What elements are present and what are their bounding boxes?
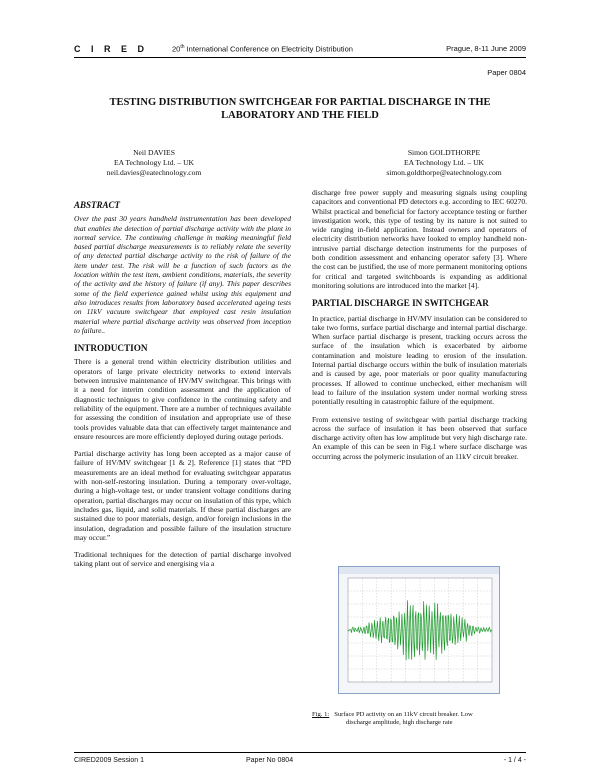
author-1 <box>64 148 244 178</box>
location-date: Prague, 8-11 June 2009 <box>446 44 526 53</box>
caption-line-1 <box>312 711 527 719</box>
title-line-1: TESTING DISTRIBUTION SWITCHGEAR FOR PARTIAL DISCHARGE IN THE <box>109 97 491 108</box>
org-name: C I R E D <box>74 44 149 54</box>
author-2-name: Simon GOLDTHORPE <box>407 148 481 157</box>
footer-session: CIRED2009 Session 1 <box>74 757 145 764</box>
author-2 <box>354 148 534 178</box>
abstract-text: Over the past 30 years handheld instrumentation has been developed that enables the detection of partial discharge activity with the plant in normal service. The continuing challenge in making meaningful field based partial discharge measurements is to reliably relate the severity of any detected partial discharge activity to the risk of failure of the item under test. The risk will be a function of such factors as the location within the test item, ambient conditions, materials, the severity of the activity and the history of failure (if any). This paper describes some of the field experience gained whilst using this equipment and also introduces results from laboratory based accelerated ageing tests on 11kV vacuum switchgear that employed cast resin insulation material where partial discharge activity was observed from inception to failure.. <box>74 214 291 335</box>
pd-heading: PARTIAL DISCHARGE IN SWITCHGEAR <box>312 298 489 309</box>
intro-paragraph-3: Traditional techniques for the detection of partial discharge involved taking plant out of service and energising via a <box>74 550 291 569</box>
header-rule <box>74 57 526 58</box>
title-line-2: LABORATORY AND THE FIELD <box>221 110 379 121</box>
author-2-email: simon.goldthorpe@eatechnology.com <box>386 168 502 177</box>
left-column <box>74 201 291 577</box>
pd-paragraph-2: From extensive testing of switchgear with partial discharge tracking across the surface of insulation it has been observed that surface discharge activity often has low amplitude but very high discharge rate. An example of this can be seen in Fig.1 where surface discharge was occurring across the polymeric insulation of an 11kV circuit breaker. <box>312 414 527 461</box>
footer-rule <box>74 752 526 753</box>
paper-number: Paper 0804 <box>487 68 526 77</box>
caption-text-1: Surface PD activity on an 11kV circuit breaker. Low <box>334 711 473 718</box>
conference-ordinal: th <box>180 44 185 50</box>
right-paragraph-1: discharge free power supply and measuring signals using coupling capacitors and conventional PD detectors e.g. according to IEC 60270. Whilst practical and beneficial for factory acceptance testing or further investigation work, this type of testing by its nature is not suited to wide ranging in-field application. Instead owners and operators of electricity distribution networks have looked to employ handheld non-intrusive partial discharge detection instruments for the purposes of both condition assessment and enhancing operator safety [3]. Where the cost can be justified, the use of more permanent monitoring options for critical and targeted switchboards is expanding as additional monitoring solutions are introduced into the market [4]. <box>312 188 527 290</box>
caption-text-2: discharge amplitude, high discharge rate <box>346 719 453 727</box>
footer-page: - 1 / 4 - <box>503 757 526 764</box>
author-1-email: neil.davies@eatechnology.com <box>106 168 202 177</box>
pd-paragraph-1: In practice, partial discharge in HV/MV insulation can be considered to take two forms, surface partial discharge and internal partial discharge. When surface partial discharge is present, tracking occurs across the surface of the insulation which is exacerbated by airborne contamination and moisture leading to erosion of the insulation. Internal partial discharge occurs within the bulk of insulation materials and is caused by age, poor materials or poor quality manufacturing processes. If allowed to continue unchecked, either mechanism will lead to failure of the insulation system under normal working stress potentially resulting in catastrophic failure of the equipment. <box>312 313 527 407</box>
right-column <box>312 188 527 469</box>
conference-number: 20 <box>172 44 181 54</box>
figure-1-caption <box>312 711 527 728</box>
intro-paragraph-1: There is a general trend within electricity distribution utilities and operators of large private electricity networks to extend intervals between intrusive maintenance of HV/MV switchgear. This brings with it a need for interim condition assessment and the application of diagnostic techniques to give confidence in the continuing safety and reliability of the equipment. There are a number of techniques available for assessing the condition of insulation and appropriate use of these tools provides valuable data that can effectively target maintenance and ensure resources are more efficiently deployed during outage periods. <box>74 357 291 441</box>
paper-title <box>90 96 510 122</box>
conference-name <box>172 44 353 54</box>
abstract-heading: ABSTRACT <box>74 200 121 210</box>
figure-1-image <box>338 566 500 694</box>
author-1-name: Neil DAVIES <box>133 148 175 157</box>
pd-waveform-plot <box>338 566 500 694</box>
plot-toolbar <box>339 567 499 574</box>
introduction-heading: INTRODUCTION <box>74 343 148 354</box>
intro-paragraph-2: Partial discharge activity has long been accepted as a major cause of failure of HV/MV switchgear [1 & 2]. Reference [1] states that “PD measurements are an ideal method for evaluating switchgear apparatus with non-self-restoring insulation. During a temporary over-voltage, during a high-voltage test, or under transient voltage conditions during operation, partial discharges may occur on insulation of this type, which includes gas, liquid, and solid materials. If these partial discharges are sustained due to poor materials, design, and/or foreign inclusions in the insulation, degradation and possible failure of the insulation structure may occur.” <box>74 449 291 542</box>
conference-title: International Conference on Electricity Distribution <box>184 44 353 54</box>
author-2-affiliation: EA Technology Ltd. – UK <box>403 158 485 167</box>
footer-paper-number: Paper No 0804 <box>246 757 294 764</box>
figure-label: Fig. 1: <box>312 711 330 718</box>
author-1-affiliation: EA Technology Ltd. – UK <box>113 158 195 167</box>
